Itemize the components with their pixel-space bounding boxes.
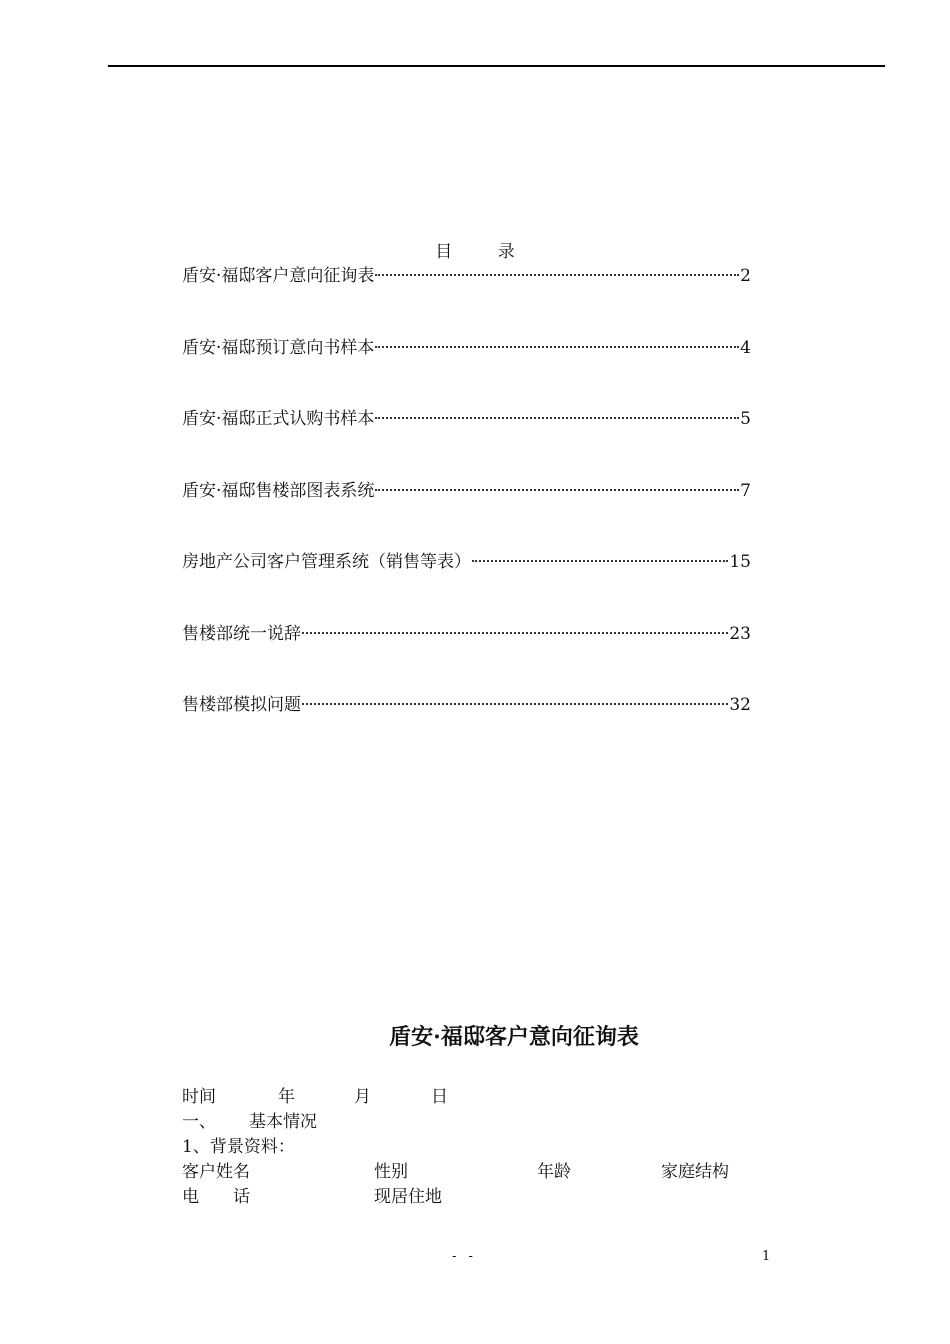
subsection-title: 1、背景资料： <box>182 1137 295 1157</box>
toc-item-page: 7 <box>740 480 751 500</box>
toc-title: 目 录 <box>435 242 535 262</box>
header-rule <box>108 65 885 67</box>
customer-info-row <box>182 1160 782 1185</box>
year-label: 年 <box>278 1087 295 1107</box>
toc-item-page: 15 <box>729 552 751 571</box>
toc-item-page: 23 <box>729 623 751 643</box>
part1-title: 基本情况 <box>249 1112 317 1132</box>
toc-leader-dots <box>302 632 728 634</box>
toc-item[interactable] <box>182 690 751 714</box>
family-structure-label: 家庭结构 <box>661 1162 729 1182</box>
section-title: 盾安·福邸客户意向征询表 <box>389 1024 639 1050</box>
footer-center-mark: - - <box>452 1249 477 1264</box>
toc-item[interactable] <box>182 547 751 571</box>
toc-item-title: 盾安·福邸正式认购书样本 <box>182 409 375 428</box>
gender-label: 性别 <box>374 1162 408 1182</box>
toc-item-page: 32 <box>729 695 751 714</box>
toc-item-title: 盾安·福邸售楼部图表系统 <box>182 480 375 500</box>
toc-item-page: 5 <box>740 409 751 428</box>
toc-item-page: 2 <box>740 266 751 285</box>
phone-label: 电 话 <box>182 1187 250 1207</box>
part1-heading <box>182 1110 782 1135</box>
contact-row <box>182 1185 782 1210</box>
toc-item-title: 房地产公司客户管理系统（销售等表） <box>182 552 471 571</box>
toc-leader-dots <box>302 703 728 705</box>
toc-item[interactable] <box>182 404 751 428</box>
toc-item-title: 售楼部统一说辞 <box>182 623 301 643</box>
address-label: 现居住地 <box>374 1187 442 1207</box>
time-label: 时间 <box>182 1087 216 1107</box>
day-label: 日 <box>431 1087 448 1107</box>
month-label: 月 <box>354 1087 371 1107</box>
toc-leader-dots <box>472 560 728 562</box>
toc-item[interactable] <box>182 261 751 285</box>
toc-item-title: 售楼部模拟问题 <box>182 695 301 714</box>
toc-leader-dots <box>375 417 739 419</box>
toc-item[interactable] <box>182 333 751 357</box>
table-of-contents <box>182 261 751 762</box>
toc-leader-dots <box>375 274 739 276</box>
toc-leader-dots <box>375 489 739 491</box>
toc-item-title: 盾安·福邸预订意向书样本 <box>182 337 375 357</box>
age-label: 年龄 <box>537 1162 571 1182</box>
part1-number: 一、 <box>182 1112 216 1132</box>
page-number: 1 <box>762 1249 771 1264</box>
toc-item[interactable] <box>182 476 751 500</box>
toc-leader-dots <box>375 346 739 348</box>
toc-item-page: 4 <box>740 337 751 357</box>
toc-item[interactable] <box>182 619 751 643</box>
inquiry-form <box>182 1085 782 1210</box>
date-row <box>182 1085 782 1110</box>
subsection-heading <box>182 1135 782 1160</box>
customer-name-label: 客户姓名 <box>182 1162 250 1182</box>
toc-item-title: 盾安·福邸客户意向征询表 <box>182 266 375 285</box>
